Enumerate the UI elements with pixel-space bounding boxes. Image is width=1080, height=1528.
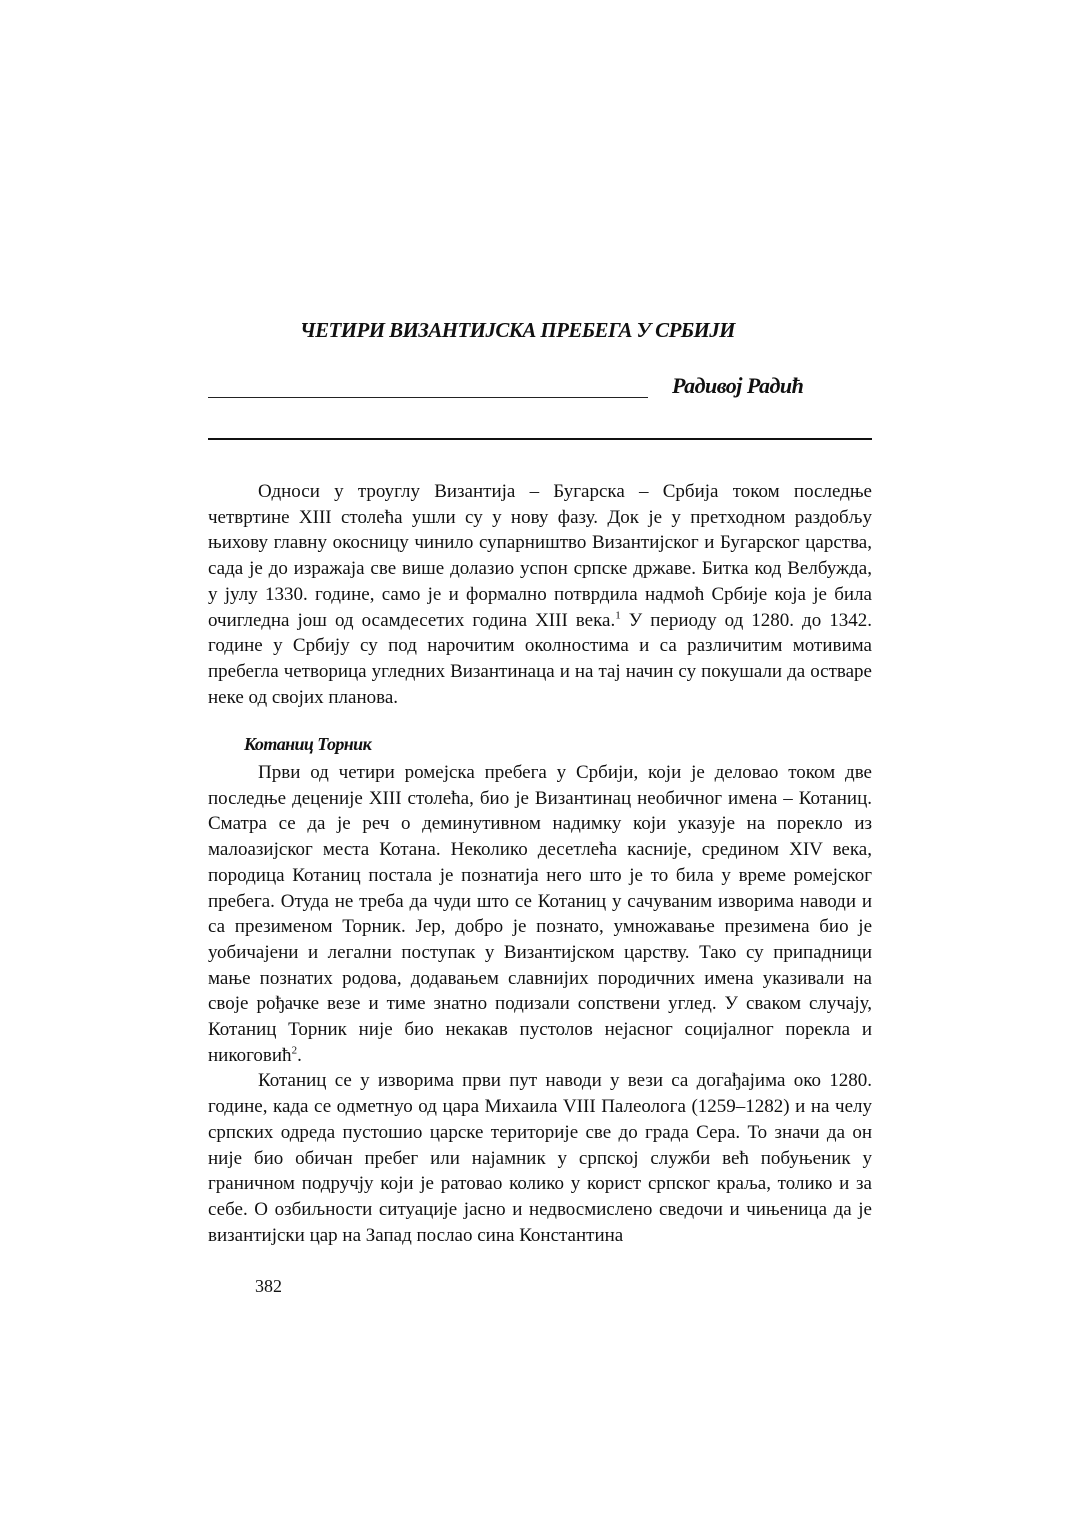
section-heading: Котаниц Торник [244, 734, 372, 754]
paragraph-1-text: Први од четири ромејска пребега у Србији, који је деловао током две последње деценије XIII столећа, био је Византинац необичног имена – Котаниц. Сматра се да је реч о деминутивном надимку који указује на порекло из малоазијског места Котана. Неколико десетлећа касније, средином XIV века, породица Котаниц постала је познатија него што је то била у време ромејског пребега. Отуда не треба да чуди што се Котаниц у сачуваним изворима наводи и са презименом Торник. Јер, добро је познато, умножавање презимена био је уобичајени и легални поступак у Византијском царству. Тако су припадници мање познатих родова, додавањем славнијих породичних имена указивали на своје рођачке везе и тиме знатно подизали сопствени углед. У сваком случају, Котаниц Торник није био некакав пустолов нејасног социјалног порекла и никоговић [208, 762, 872, 1066]
section-paragraph-2 [208, 1068, 872, 1248]
footnote-ref-2: 2 [291, 1044, 298, 1057]
author-rule [208, 397, 648, 398]
page-number: 382 [255, 1276, 282, 1296]
intro-block [208, 479, 872, 710]
header-divider [208, 438, 872, 440]
section-body [208, 760, 872, 1248]
paragraph-1-end: . [297, 1044, 302, 1066]
article-author: Радивој Радић [672, 373, 804, 398]
paragraph-2-text: Котаниц се у изворима први пут наводи у вези са догађајима око 1280. године, када се одметнуо од цара Михаила VIII Палеолога (1259–1282) и на челу српских одреда пустошио царске територије све до града Сера. То значи да он није био обичан пребег или најамник у српској служби већ побуњеник у граничном подручју који је ратовао колико у корист српског краља, толико и за себе. О озбиљности ситуације јасно и недвосмислено сведочи и чињеница да је византијски цар на Запад послао сина Константина [208, 1070, 872, 1246]
section-paragraph-1 [208, 760, 872, 1068]
footnote-ref-1: 1 [615, 609, 621, 622]
intro-text-continued: У периоду од 1280. до 1342. године у Србију су под нарочитим околностима и са различитим мотивима пребегла четворица угледних Византинаца и на тај начин су покушали да остваре неке од својих планова. [208, 609, 872, 708]
intro-text: Односи у троуглу Византија – Бугарска – Србија током последње четвртине XIII столећа ушли су у нову фазу. Док је у претходном раздобљу њихову главну окосницу чинило супарништво Византијског и Бугарског царства, сада је до изражаја све више долазио успон српске државе. Битка код Велбужда, у јулу 1330. године, само је и формално потврдила надмоћ Србије која је била очигледна још од осамдесетих година XIII века. [208, 481, 872, 631]
intro-paragraph [208, 479, 872, 710]
article-title: ЧЕТИРИ ВИЗАНТИЈСКА ПРЕБЕГА У СРБИЈИ [300, 318, 735, 342]
